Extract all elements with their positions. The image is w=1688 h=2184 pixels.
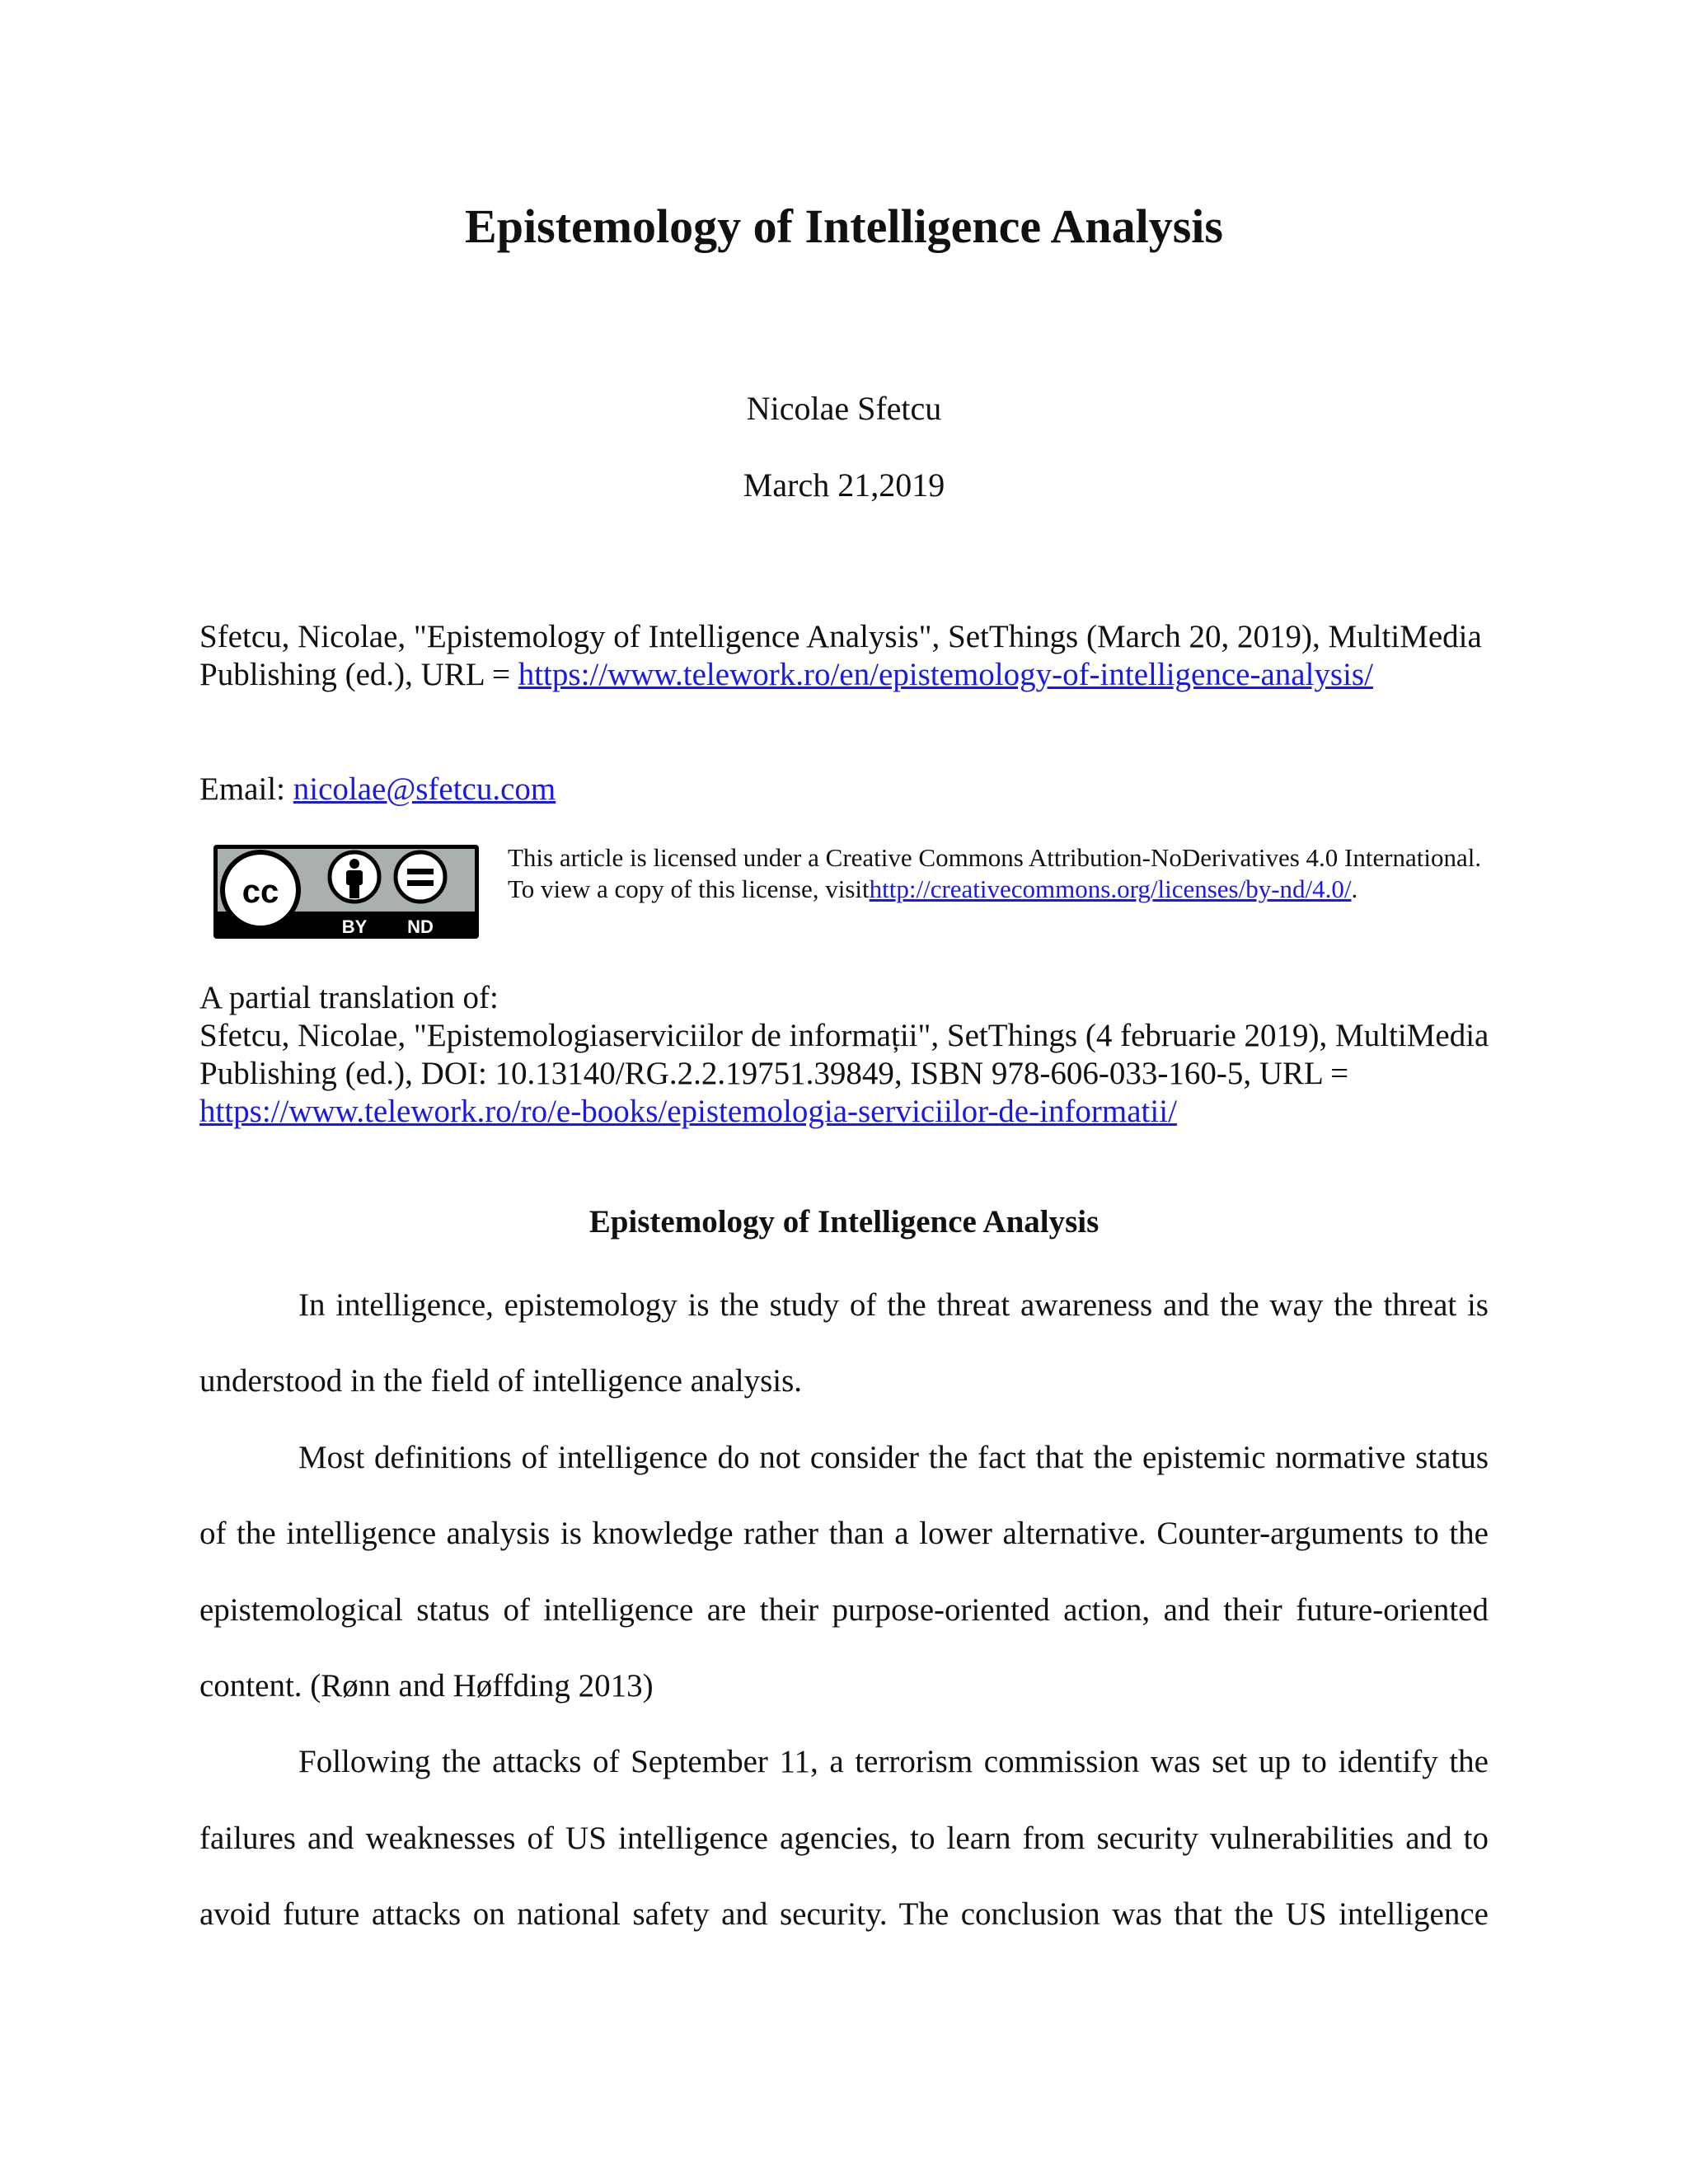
email-link[interactable]: nicolae@sfetcu.com (293, 771, 556, 807)
license-url-link[interactable]: http://creativecommons.org/licenses/by-nd/4.0/ (869, 874, 1352, 903)
cc-badge-nd: ND (407, 916, 434, 937)
section-heading: Epistemology of Intelligence Analysis (588, 1204, 1100, 1240)
cc-by-nd-icon[interactable] (213, 844, 480, 940)
document-title: Epistemology of Intelligence Analysis (465, 199, 1223, 253)
publication-date: March 21,2019 (743, 466, 945, 504)
cc-badge-cc: cc (241, 874, 279, 910)
paragraph-3: Following the attacks of September 11, a terrorism commission was set up to identify the failures and weaknesses of US intelligence agencies, to learn from security vulnerabilities and to avoid future attacks on national safety and security. The conclusion was that the US intelligence (199, 1744, 1489, 1933)
body-text (199, 1268, 1489, 1953)
translation-block (199, 979, 1495, 1131)
cc-badge-by: BY (341, 916, 368, 937)
license-block (213, 842, 1498, 941)
translation-intro: A partial translation of: (199, 980, 499, 1015)
paragraph-1: In intelligence, epistemology is the study of the threat awareness and the way the threat is understood in the field of intelligence analysis. (199, 1287, 1489, 1399)
license-text (508, 842, 1497, 905)
translation-reference (199, 1017, 1495, 1131)
license-text-end: . (1351, 874, 1358, 903)
citation-url-link[interactable]: https://www.telework.ro/en/epistemology-of-intelligence-analysis/ (518, 657, 1373, 692)
license-text-body: This article is licensed under a Creative Commons Attribution-NoDerivatives 4.0 International. To view a copy of this license, visit (508, 843, 1482, 903)
citation-block (199, 618, 1495, 694)
author-name: Nicolae Sfetcu (746, 390, 942, 427)
translation-url-link[interactable]: https://www.telework.ro/ro/e-books/epistemologia-serviciilor-de-informatii/ (199, 1094, 1177, 1129)
email-line (199, 771, 1495, 808)
email-label: Email: (199, 771, 293, 807)
citation-text: Sfetcu, Nicolae, "Epistemology of Intelligence Analysis", SetThings (March 20, 2019), MultiMedia Publishing (ed.), URL = (199, 619, 1482, 692)
translation-text: Sfetcu, Nicolae, "Epistemologiaserviciilor de informații", SetThings (4 februarie 2019), MultiMedia Publishing (ed.), DOI: 10.13140/RG.2.2.19751.39849, ISBN 978-606-033-160-5, URL = (199, 1018, 1489, 1091)
paragraph-2: Most definitions of intelligence do not consider the fact that the epistemic normative status of the intelligence analysis is knowledge rather than a lower alternative. Counter-arguments to the epistemological status of intelligence are their purpose-oriented action, and their future-oriented content. (Rønn and Høffding 2013) (199, 1439, 1489, 1704)
